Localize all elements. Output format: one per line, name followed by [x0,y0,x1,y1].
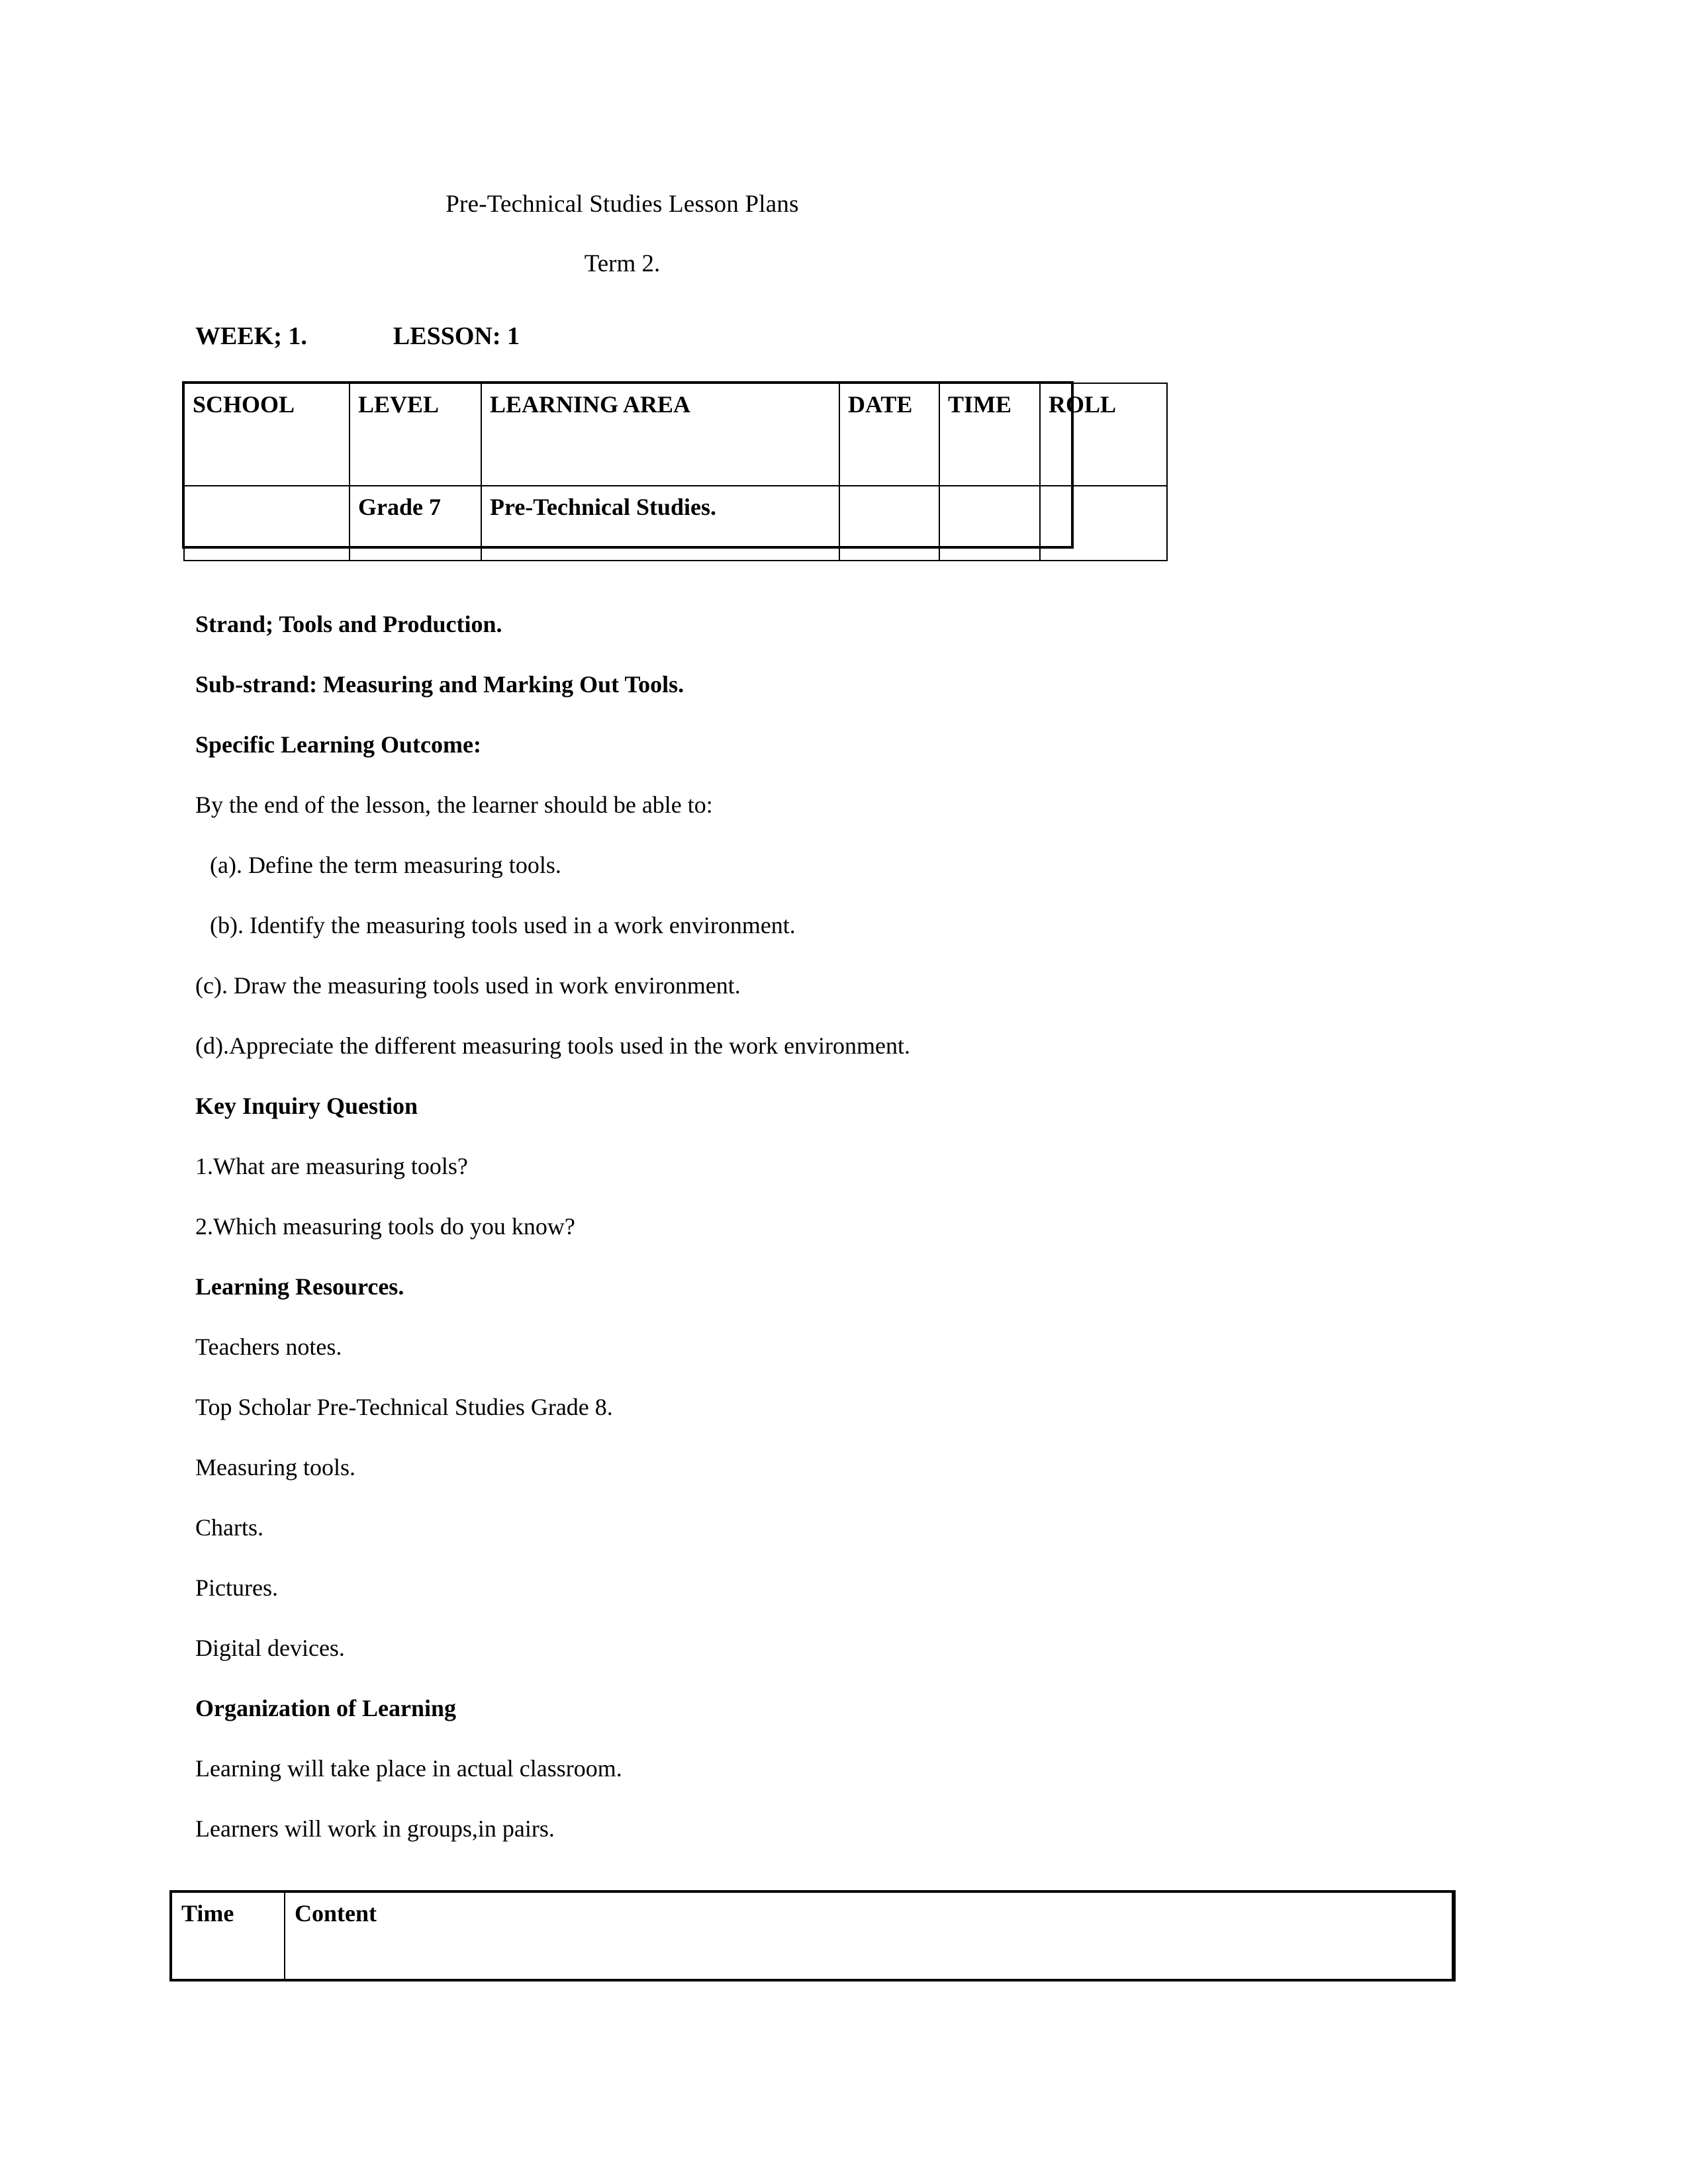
table-header-row [184,383,1167,486]
learning-resource-2: Top Scholar Pre-Technical Studies Grade 8. [195,1394,613,1420]
organization-item-2: Learners will work in groups,in pairs. [195,1815,555,1842]
sub-strand-heading: Sub-strand: Measuring and Marking Out Tools. [195,671,684,698]
specific-learning-outcome-heading: Specific Learning Outcome: [195,731,481,758]
learning-resource-3: Measuring tools. [195,1454,355,1480]
header-date: DATE [839,383,939,486]
header-time-column: Time [171,1892,285,1981]
cell-school[interactable] [184,486,350,561]
cell-level[interactable]: Grade 7 [350,486,481,561]
key-inquiry-item-2: 2.Which measuring tools do you know? [195,1213,575,1240]
header-school: SCHOOL [184,383,350,486]
outcome-item-b: (b). Identify the measuring tools used in a work environment. [210,912,796,938]
organization-of-learning-heading: Organization of Learning [195,1695,456,1721]
learning-resource-5: Pictures. [195,1574,278,1601]
key-inquiry-item-1: 1.What are measuring tools? [195,1153,468,1179]
lesson-body [195,609,1354,1874]
cell-roll[interactable] [1040,486,1167,561]
outcome-intro: By the end of the lesson, the learner should be able to: [195,792,713,818]
organization-item-1: Learning will take place in actual classroom. [195,1755,622,1782]
page-subtitle: Term 2. [584,250,661,277]
title-block [195,189,1049,279]
week-label: WEEK; 1. [195,322,307,350]
lesson-label: LESSON: 1 [393,322,520,350]
table-header-row [171,1892,1452,1981]
outcome-item-d: (d).Appreciate the different measuring tools used in the work environment. [195,1032,911,1059]
table-row [184,486,1167,561]
outcome-item-a: (a). Define the term measuring tools. [210,852,561,878]
header-learning-area: LEARNING AREA [481,383,839,486]
header-roll: ROLL [1040,383,1167,486]
learning-resources-heading: Learning Resources. [195,1273,404,1300]
header-level: LEVEL [350,383,481,486]
header-content-column: Content [285,1892,1452,1981]
cell-date[interactable] [839,486,939,561]
outcome-item-c: (c). Draw the measuring tools used in work environment. [195,972,741,999]
cell-time[interactable] [939,486,1040,561]
learning-resource-4: Charts. [195,1514,263,1541]
strand-heading: Strand; Tools and Production. [195,611,502,637]
cell-learning-area[interactable]: Pre-Technical Studies. [481,486,839,561]
lesson-info-table [183,383,1168,561]
week-lesson-line [195,322,520,351]
learning-resource-6: Digital devices. [195,1635,345,1661]
header-time: TIME [939,383,1040,486]
page-title: Pre-Technical Studies Lesson Plans [445,191,799,218]
key-inquiry-heading: Key Inquiry Question [195,1093,418,1119]
time-content-table [171,1891,1453,1981]
learning-resource-1: Teachers notes. [195,1334,342,1360]
